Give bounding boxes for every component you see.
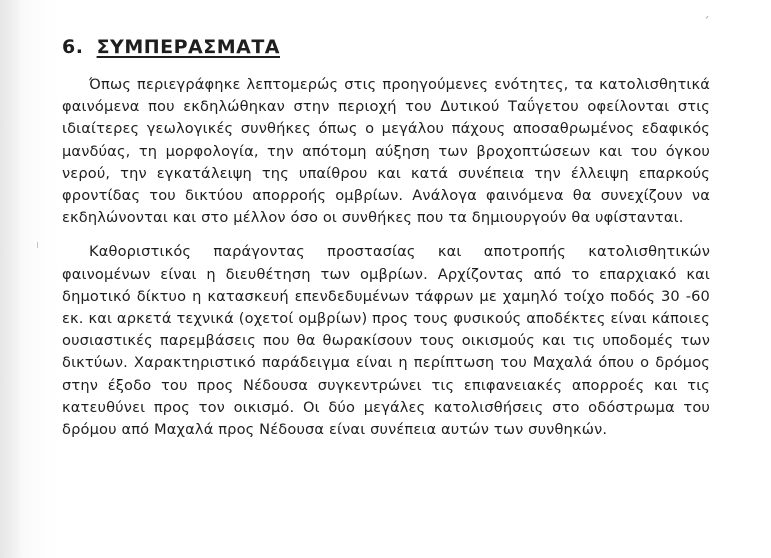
section-title: ΣΥΜΠΕΡΑΣΜΑΤΑ [96, 36, 280, 58]
scan-edge-shadow [0, 0, 22, 558]
section-number: 6. [62, 36, 84, 58]
paragraph: Όπως περιεγράφηκε λεπτομερώς στις προηγούμενες ενότητες, τα κατολισθητικά φαινόμενα που εκδηλώθηκαν στην περιοχή του Δυτικού Ταΰγετου οφείλονται στις ιδιαίτερες γεωλογικές συνθήκες όπως ο μεγάλου πάχους αποσαθρωμένος εδαφικός μανδύας, τη μορφολογία, την απότομη αύξηση των βροχοπτώσεων και του όγκου νερού, την εγκατάλειψη της υπαίθρου και κατά συνέπεια την έλλειψη επαρκούς φροντίδας του δικτύου απορροής ομβρίων. Ανάλογα φαινόμενα θα συνεχίζουν να εκδηλώνονται και στο μέλλον όσο οι συνθήκες που τα δημιουργούν θα υφίστανται. [62, 76, 710, 227]
paragraph: Καθοριστικός παράγοντας προστασίας και αποτροπής κατολισθητικών φαινομένων είναι η διευθέτηση των ομβρίων. Αρχίζοντας από το επαρχιακό και δημοτικό δίκτυο η κατασκευή επενδεδυμένων τάφρων με χαμηλό τοίχο ποδός 30 -60 εκ. και αρκετά τεχνικά (οχετοί ομβρίων) προς τους φυσικούς αποδέκτες είναι κάποιες ουσιαστικές παρεμβάσεις που θα θωρακίσουν τους οικισμούς και τις υποδομές των δικτύων. Χαρακτηριστικό παράδειγμα είναι η περίπτωση του Μαχαλά όπου ο δρόμος στην έξοδο του προς Νέδουσα συγκεντρώνει τις επιφανειακές απορροές και τις κατευθύνει προς τον οικισμό. Οι δύο μεγάλες κατολισθήσεις στο οδόστρωμα του δρόμου από Μαχαλά προς Νέδουσα είναι συνέπεια αυτών των συνθηκών. [62, 243, 710, 439]
section-heading [62, 36, 710, 58]
document-body [62, 36, 710, 441]
scan-speck-mark: ı [36, 238, 40, 251]
scan-speck-mark: ʼ [699, 13, 710, 30]
